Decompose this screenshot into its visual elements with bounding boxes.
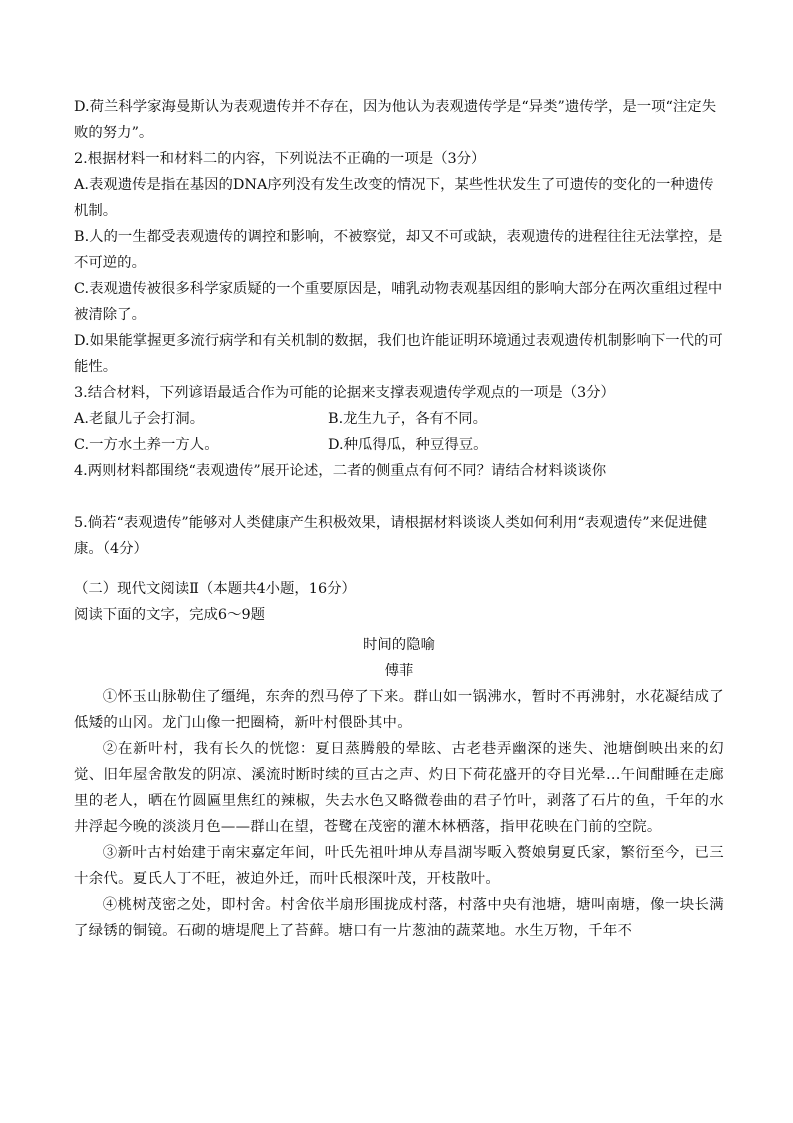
q2-option-c: C.表观遗传被很多科学家质疑的一个重要原因是，哺乳动物表观基因组的影响大部分在两次重组过程中被清除了。 [74,281,723,323]
q3-option-c: C.一方水土养一方人。 [74,437,219,453]
reading-instruction: 阅读下面的文字，完成6～9题 [74,607,265,623]
q2-option-b: B.人的一生都受表观遗传的调控和影响，不被察觉，却又不可或缺，表观遗传的进程往往无法掌控，是不可逆的。 [74,229,723,271]
q3-option-d: D.种瓜得瓜，种豆得豆。 [328,437,488,453]
article-paragraph: ②在新叶村，我有长久的恍惚：夏日蒸腾般的晕眩、古老巷弄幽深的迷失、池塘倒映出来的幻觉、旧年屋舍散发的阴凉、溪流时断时续的亘古之声、灼日下荷花盛开的夺目光晕...午间酣睡在走廊里的老人，晒在竹圆匾里焦红的辣椒，失去水色又略微卷曲的君子竹叶，剥落了石片的鱼，千年的水井浮起今晚的淡淡月色——群山在望，苍鹭在茂密的灌木林栖落，指甲花映在门前的空院。 [74,741,724,835]
q3-options-row-2 [74,432,724,458]
article-paragraph: ①怀玉山脉勒住了缰绳，东奔的烈马停了下来。群山如一锅沸水，暂时不再沸射，水花凝结成了低矮的山冈。龙门山像一把圈椅，新叶村偎卧其中。 [74,689,724,731]
q4-stem: 4.两则材料都围绕“表观遗传”展开论述，二者的侧重点有何不同？请结合材料谈谈你 [74,463,607,479]
q3-options-row-1 [74,406,724,432]
q2-option-a: A.表观遗传是指在基因的DNA序列没有发生改变的情况下，某些性状发生了可遗传的变化的一种遗传机制。 [74,177,714,219]
article-author: 傅菲 [384,663,414,679]
q3-stem: 3.结合材料，下列谚语最适合作为可能的论据来支撑表观遗传学观点的一项是（3分） [74,385,615,401]
section-heading: （二）现代文阅读Ⅱ（本题共4小题，16分） [74,581,356,597]
exam-page [74,94,724,944]
section-gap [74,562,724,576]
article-paragraph: ④桃树茂密之处，即村舍。村舍依半扇形围拢成村落，村落中央有池塘，塘叫南塘，像一块长满了绿锈的铜镜。石砌的塘堤爬上了苔藓。塘口有一片葱油的蔬菜地。水生万物，千年不 [74,897,724,939]
answer-gap [74,484,724,510]
q2-stem: 2.根据材料一和材料二的内容，下列说法不正确的一项是（3分） [74,151,486,167]
q3-option-a: A.老鼠儿子会打洞。 [74,411,205,427]
q2-option-d: D.如果能掌握更多流行病学和有关机制的数据，我们也许能证明环境通过表观遗传机制影响下一代的可能性。 [74,333,723,375]
article-title: 时间的隐喻 [363,637,435,653]
article-paragraph: ③新叶古村始建于南宋嘉定年间，叶氏先祖叶坤从寿昌湖岑畈入赘娘舅夏氏家，繁衍至今，已三十余代。夏氏人丁不旺，被迫外迁，而叶氏根深叶茂，开枝散叶。 [74,845,724,887]
q3-option-b: B.龙生九子，各有不同。 [328,411,488,427]
q5-stem: 5.倘若“表观遗传”能够对人类健康产生积极效果，请根据材料谈谈人类如何利用“表观遗传”来促进健康。（4分） [74,515,708,557]
q1-option-d: D.荷兰科学家海曼斯认为表观遗传并不存在，因为他认为表观遗传学是“异类”遗传学，是一项“注定失败的努力”。 [74,99,717,141]
